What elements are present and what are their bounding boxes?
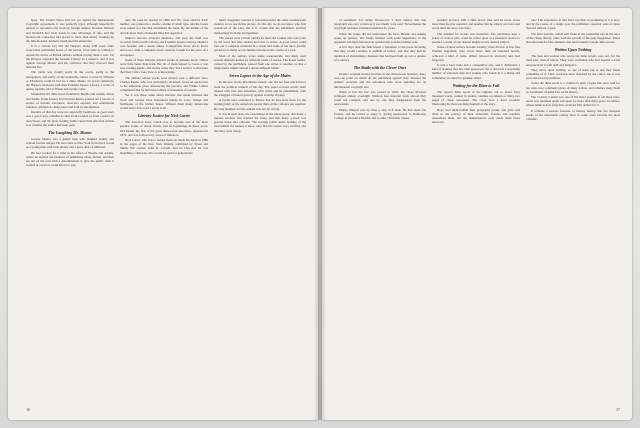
body-paragraph: only the ones he needed in 1880 and '81, were elected. Each number was printed in a double column of small type, and the books were issued at a rate that astonished the trade. By the middle of the decade more than a thousand titles had appeared. bbox=[120, 18, 208, 35]
right-page-column-2 bbox=[432, 18, 520, 398]
left-page-column-2 bbox=[120, 18, 208, 398]
section-heading: The Battle with the Clever Ones bbox=[353, 65, 407, 71]
body-paragraph: Yet it was these same cheap libraries that made Dickens and Scott and George Eliot household names in every village and farmhouse of the United States. Without them many Americans would never have read a novel at all. bbox=[120, 93, 208, 111]
body-paragraph: possibly produce with a dime novel. One said he never wrote more than the plot required, and another that he simply sat down and wrote until the story was done. bbox=[432, 18, 520, 31]
body-paragraph: Nick Carter, who was to outlast them all, made his debut in 1886 in the pages of the New York Weekly, published by Street and Smith. His creator, John R. Coryell, had no idea that he was launching a character who would be read for generations. bbox=[120, 138, 208, 155]
open-magazine-spread bbox=[8, 8, 632, 420]
body-paragraph: Today the dime novel is a collector's item. Copies that once sold for ten cents now command prices of many dollars, and scholars study them as documents of American social history. bbox=[526, 81, 620, 94]
body-paragraph: When the Judge did not understand the facts, Beadle and Adams spoke up quickly. The Judge listened with some impatience to the argument and then delivered an opinion that satisfied neither side. bbox=[334, 31, 426, 45]
body-paragraph: It remains a curious footnote to literary history that the cheapest books of the nineteenth century have in some cases become the most valuable. bbox=[526, 108, 620, 122]
right-page-column-1 bbox=[334, 18, 426, 398]
left-page bbox=[8, 8, 318, 420]
body-paragraph: one.' The experience in that field was then as promising as it is now, and in the course of a single year the publishers reported sales of more than ten million copies. bbox=[526, 18, 620, 31]
section-heading: Literary Justice for Nick Carter bbox=[137, 113, 191, 119]
body-paragraph: A friend once remarked to Munro that he had done more for the reading habit of the American people than all the colleges put together. He only laughed, but the remark was not far wrong. bbox=[214, 98, 306, 111]
body-paragraph: Munro himself was by then a very rich man. He had made his fortune, and he retired to enjoy it, giving generously to Dalhousie College in his native Halifax and to other charitable causes. bbox=[334, 107, 426, 121]
right-page bbox=[322, 8, 632, 420]
body-paragraph: Readers of that day were not especially fastidious. A good story was a good story, whether it came from London or from a garret on Ann Street, and the great reading public cared little who had written it or whether the author had been paid. bbox=[26, 110, 114, 127]
body-paragraph: Most of the authors wrote under pseudonyms, and many used several different names for different kinds of stories. The house names, owned by the publishers, passed from one writer to another, so that a single name might conceal a dozen different hands. bbox=[214, 53, 306, 71]
body-paragraph: When at last the law was passed in 1891, the cheap libraries collapsed almost overnight. Without free material from abroad they could not compete, and one by one they disappeared from the newsstands. bbox=[334, 89, 426, 107]
body-paragraph: The final episode, which will make at the promising rate in the days of the cheap library, came with the growth of the pulp magazines. These absorbed much of the audience that had formerly bought dime novels. bbox=[526, 31, 620, 45]
left-page-column-1 bbox=[26, 18, 114, 398]
right-page-column-3 bbox=[526, 18, 620, 398]
body-paragraph: It is a curious fact that the Harpers, along with every other respectable publishing house of the period, were quite as willing to reprint the works of British authors without paying them a cent. Yet the Harpers regarded the Seaside Library as a menace, and it was against George Munro and his confreres that they directed their heaviest fire. bbox=[26, 44, 114, 70]
body-paragraph: The stories were written rapidly by men and women who were paid by the word and who seldom had time to revise. A good writer could turn out a complete novelette in a week, and some of the more prolific produced as many as two hundred stories in the course of a year. bbox=[214, 35, 306, 53]
body-paragraph: They wrote upon nothing, as one of them put it, and they made something of it. Their work has been despised by the critics, but it was read and loved by millions. bbox=[526, 67, 620, 81]
body-paragraph: The men and women who wrote the dime novels were not, for the most part, men of letters. They were craftsmen who had learned a trade and practiced it with skill and diligence. bbox=[526, 54, 620, 67]
body-paragraph: The typical dime novel of the eighties ran to about forty thousand words, printed in double columns on sixteen or thirty-two pages of cheap newsprint. The cover bore a lurid woodcut illustrating the most exciting moment of the story. bbox=[432, 89, 520, 107]
section-heading: Seven Lapses in the Age of the Mules bbox=[229, 73, 291, 79]
section-heading: The Laughing Mr. Munro bbox=[48, 130, 92, 136]
section-heading: Waiting for the Dime to Fall bbox=[452, 82, 500, 88]
body-paragraph: The authors whose works were pirated took a different view. Charles Reade, who was particularly incensed, wrote an open letter to the American press denouncing the practice, and Wilkie Collins complained that he had been robbed of thousands of pounds. bbox=[120, 75, 208, 93]
body-paragraph: The Country Cousin was one of the most popular of all these tales, and it was reprinted again and again for more than thirty years. Its author, whose name is now forgotten, received fifty dollars for it. bbox=[526, 95, 620, 108]
body-paragraph: hope. The United States had not yet signed the International Copyright Agreement, it was perfectly legal, although imperfectly ethical, to reproduce any work by foreign authors. Rossiter Johnson and Newkirk had been quick to take advantage of this, and the Bookworm Collection had grown to more than ninety volumes by the time Rossiter Johnson abandoned the enterprise. bbox=[26, 18, 114, 44]
body-paragraph: It was in such dens, the sweatshops of the cheap press, that many a famous novelist first learned the trade, and that many a hack was ground down into oblivion. The reading public knew nothing of the men behind the names; it knew only that the stories were exciting and that they were cheap. bbox=[214, 111, 306, 133]
body-paragraph: Boys read them behind their geography books, and girls read them in the privacy of their bedrooms. Parents and teachers denounced them, but the denunciations only made them more attractive. bbox=[432, 107, 520, 125]
page-number-left: 36 bbox=[26, 407, 30, 412]
body-paragraph: He had worked for a time in the office of Beadle and Adams, where he learned the business of publishing cheap fiction, and then set out on his own with a determination to give the public what it wanted at a price it could afford to pay. bbox=[26, 150, 114, 168]
body-paragraph: A few days later the firm issued a statement to the press declaring that they would continue to publish as before, and that they had no intention of abandoning a business that had been built up over a quarter of a century. bbox=[334, 45, 426, 62]
body-paragraph: Munro's success attracted imitators, and soon the field was crowded with Lovell's Library, the Franklin Square Library, Munro's own Seaside, and a dozen others. Competition drove prices lower and lower, until a complete novel could be bought for the price of a newspaper. bbox=[120, 35, 208, 57]
left-page-column-3 bbox=[214, 18, 306, 398]
body-paragraph: In the new books that Munro issued, one did not find much flavor from the political turmoil of the day. The paper-covered novels dealt instead with love and adventure, with crime and its punishment, with the struggles of honest poverty against wealthy villainy. bbox=[214, 80, 306, 98]
body-paragraph: The demand for stories was insatiable. The publishers kept a stable of writers who could be called upon at a moment's notice to produce a serial of any desired length on any desired subject. bbox=[432, 31, 520, 45]
body-paragraph: Some of these libraries printed works of genuine merit. Others were little better than trash. But all of them helped to create a vast new reading public, and in that sense they did a service to literature that their critics were slow to acknowledge. bbox=[120, 57, 208, 75]
body-paragraph: It was a hard trade and a competitive one, and it demanded a kind of stamina that few men possessed. Yet it attracted a surprising number of educated men and women who found in it a living and sometimes an outlet for genuine talent. bbox=[432, 63, 520, 80]
body-paragraph: Some of these writers became wealthy; most did not. A few, like Prentiss Ingraham, who wrote more than six hundred novels, achieved a kind of fame. Others labored in obscurity and died forgotten. bbox=[432, 45, 520, 62]
body-paragraph: George Munro was a genial man who laughed readily and seldom lost his temper. He had come to New York from Nova Scotia as a young man with little money and a great deal of ambition. bbox=[26, 137, 114, 150]
body-paragraph: of sentiment. For Judge Woodward, 'I don't believe that that paragraph was ever written as it was meant to be read.' Nevertheless the copyright question remained unsettled for years. bbox=[334, 18, 426, 31]
body-paragraph: The detective story, which was to become one of the most popular forms of cheap fiction, had its beginnings in these years. Old Sleuth, the first of the great dime-novel detectives, appeared in 1872, and was followed by a host of imitators. bbox=[120, 120, 208, 137]
body-paragraph: Meanwhile the dime novel flourished. Beadle and Adams, Street and Smith, Frank Tousey and Norman Munro poured out a torrent of stories of frontier adventure, detective exploits, and sentimental romance, printed on cheap paper and sold by the millions. bbox=[26, 92, 114, 110]
body-paragraph: The battle was fought partly in the courts, partly in the newspapers, and partly on the bookstalls, where a novel by Dickens or Thackeray could be had for a dime. Munro cut prices ruthlessly; the Harpers retaliated with their Franklin Square Library, a series of quarto reprints sold at fifteen and twenty cents. bbox=[26, 70, 114, 92]
section-heading: Written Upon Nothing bbox=[554, 47, 592, 53]
page-number-right: 37 bbox=[616, 407, 620, 412]
body-paragraph: Despite constant heated rivalries in the cheap-book business, there was one point on which all the publishers agreed: they detested the authors' societies and the reformers who were agitating for an international copyright law. bbox=[334, 72, 426, 89]
body-paragraph: men's magazine; learned it concealed under the same weatherworn exterior as we see in this picture. To this day we do not know who first conceived of the idea, but it is certain that the publishers profited handsomely from the arrangement. bbox=[214, 18, 306, 35]
